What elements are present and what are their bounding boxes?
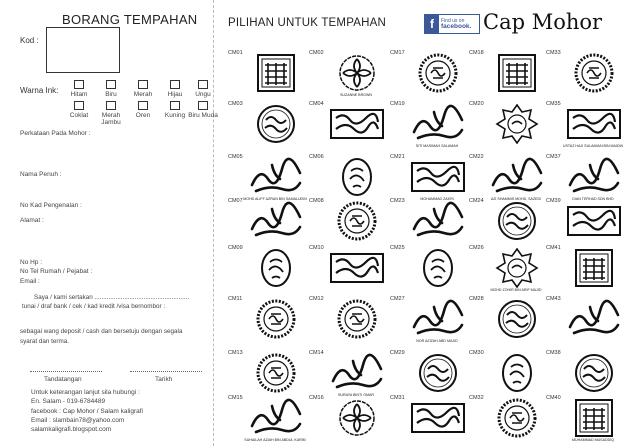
stamp-code: CM33	[546, 50, 561, 56]
vertical-divider	[213, 0, 214, 446]
checkbox-icon[interactable]	[198, 101, 208, 110]
saya-line-4: syarat dan terma.	[20, 338, 69, 345]
stamp-option[interactable]	[309, 50, 391, 102]
checkbox-icon[interactable]	[74, 80, 84, 89]
stamp-circle-icon	[487, 299, 547, 339]
stamp-script-icon	[246, 398, 306, 438]
stamp-option[interactable]	[309, 296, 391, 348]
stamp-code: CM03	[228, 101, 243, 107]
stamp-option[interactable]	[228, 296, 310, 348]
stamp-option[interactable]	[309, 245, 391, 297]
stamp-ring-icon	[327, 299, 387, 339]
facebook-text: Find us on facebook.	[441, 18, 472, 30]
stamp-option[interactable]	[469, 101, 551, 153]
stamp-option[interactable]	[546, 395, 628, 446]
stamp-code: CM27	[390, 296, 405, 302]
stamp-code: CM05	[228, 154, 243, 160]
ink-option-hitam[interactable]: Hitam	[62, 80, 96, 98]
stamp-square-icon	[564, 398, 624, 438]
stamp-code: CM43	[546, 296, 561, 302]
stamp-code: CM26	[469, 245, 484, 251]
stamp-code: CM09	[228, 245, 243, 251]
stamp-caption: SURAYA BINTI OMAR	[337, 393, 374, 397]
stamp-star-icon	[487, 248, 547, 288]
checkbox-icon[interactable]	[74, 101, 84, 110]
stamp-option[interactable]	[390, 50, 472, 102]
stamp-rect-icon	[327, 104, 387, 144]
checkbox-icon[interactable]	[106, 101, 116, 110]
stamp-code: CM04	[309, 101, 324, 107]
kod-input-box[interactable]	[46, 27, 120, 73]
stamp-oval-icon	[246, 248, 306, 288]
checkbox-icon[interactable]	[198, 80, 208, 89]
stamp-option[interactable]	[228, 198, 310, 250]
stamp-script-icon	[327, 353, 387, 393]
stamp-code: CM15	[228, 395, 243, 401]
stamp-caption: USTAZ HAJI SULAIMAN BIN MAIDIN	[562, 144, 624, 148]
stamp-code: CM24	[469, 198, 484, 204]
stamp-rect-icon	[327, 248, 387, 288]
stamp-code: CM14	[309, 350, 324, 356]
stamp-script-icon	[564, 157, 624, 197]
saya-line-2: tunai / draf bank / cek / kad kredit /visa bernombor :	[22, 303, 166, 310]
brand-title: Cap Mohor	[483, 10, 603, 34]
stamp-code: CM40	[546, 395, 561, 401]
facebook-badge[interactable]	[424, 14, 480, 34]
email-label: Email :	[20, 278, 40, 285]
stamp-caption: NOR AZIZAH ABD MAJID	[416, 339, 458, 343]
stamp-circle-icon	[564, 353, 624, 393]
stamp-code: CM01	[228, 50, 243, 56]
ink-option-oren[interactable]: Oren	[126, 101, 160, 119]
checkbox-icon[interactable]	[170, 101, 180, 110]
stamp-option[interactable]	[228, 101, 310, 153]
checkbox-icon[interactable]	[138, 101, 148, 110]
stamp-code: CM08	[309, 198, 324, 204]
stamp-ring-icon	[487, 398, 547, 438]
stamp-caption: AZI SHAMMIS MOHD. SAZEDI	[490, 197, 542, 201]
stamp-code: CM20	[469, 101, 484, 107]
stamp-option[interactable]	[228, 395, 310, 446]
stamp-code: CM12	[309, 296, 324, 302]
stamp-script-icon	[408, 104, 468, 144]
stamp-rect-icon	[564, 104, 624, 144]
checkbox-icon[interactable]	[138, 80, 148, 89]
stamp-rect-icon	[564, 201, 624, 241]
stamp-option[interactable]	[390, 198, 472, 250]
ink-option-kuning[interactable]: Kuning	[158, 101, 192, 119]
nama-label: Nama Penuh :	[20, 171, 62, 178]
saya-line-3: sebagai wang deposit / cash dan bersetuju dengan segala	[20, 328, 183, 335]
stamp-ring-icon	[327, 201, 387, 241]
contact-line-2: En. Salam - 019-6784489	[31, 398, 106, 405]
stamp-square-icon	[246, 53, 306, 93]
stamp-code: CM18	[469, 50, 484, 56]
stamp-option[interactable]	[469, 296, 551, 348]
perkataan-label: Perkataan Pada Mohor :	[20, 130, 91, 137]
stamp-caption: SUZANNE BROWN	[340, 93, 372, 97]
stamp-option[interactable]	[546, 296, 628, 348]
ink-option-hijau[interactable]: Hijau	[158, 80, 192, 98]
stamp-option[interactable]	[469, 198, 551, 250]
stamp-caption: MOHD ALIFF AZRAN BIN SAMALUDIN	[243, 197, 307, 201]
saya-line-1: Saya / kami sertakan ......................................................	[34, 294, 190, 301]
stamp-oval-icon	[408, 248, 468, 288]
stamp-star-icon	[487, 104, 547, 144]
stamp-option[interactable]	[390, 245, 472, 297]
ink-option-biru-muda[interactable]: Biru Muda	[186, 101, 220, 119]
stamp-code: CM28	[469, 296, 484, 302]
stamp-script-icon	[408, 201, 468, 241]
stamp-code: CM22	[469, 154, 484, 160]
stamp-code: CM02	[309, 50, 324, 56]
stamp-option[interactable]	[309, 198, 391, 250]
kod-label: Kod :	[20, 36, 39, 45]
stamp-option[interactable]	[546, 101, 628, 153]
stamp-caption: DIAN TERHAD SDN BHD	[572, 197, 614, 201]
stamp-option[interactable]	[469, 245, 551, 297]
nohp-label: No Hp :	[20, 259, 43, 266]
stamp-option[interactable]	[390, 296, 472, 348]
stamp-caption: SUHAILAH AZIAH BIN ABDUL KARIM	[244, 438, 306, 442]
stamp-ring-icon	[246, 299, 306, 339]
pilihan-title: PILIHAN UNTUK TEMPAHAN	[228, 17, 386, 29]
contact-line-1: Untuk keterangan lanjut sila hubungi :	[31, 389, 140, 396]
stamp-rect-icon	[408, 398, 468, 438]
stamp-code: CM25	[390, 245, 405, 251]
tarikh-label: Tarikh	[155, 376, 173, 383]
stamp-code: CM35	[546, 101, 561, 107]
stamp-ring-icon	[564, 53, 624, 93]
stamp-code: CM41	[546, 245, 561, 251]
stamp-code: CM06	[309, 154, 324, 160]
checkbox-icon[interactable]	[106, 80, 116, 89]
contact-line-4: Email : slambain78@yahoo.com	[31, 417, 125, 424]
signature-line	[30, 371, 102, 372]
contact-line-3: facebook : Cap Mohor / Salam kaligrafi	[31, 408, 143, 415]
stamp-circle-icon	[246, 104, 306, 144]
stamp-flower-icon	[327, 53, 387, 93]
stamp-ring-icon	[246, 353, 306, 393]
stamp-caption: MOHAMMAD ZAKRI	[420, 197, 454, 201]
stamp-script-icon	[408, 299, 468, 339]
stamp-square-icon	[487, 53, 547, 93]
ink-option-biru[interactable]: Biru	[94, 80, 128, 98]
warna-ink-label: Warna Ink:	[20, 86, 59, 95]
stamp-code: CM32	[469, 395, 484, 401]
stamp-option[interactable]	[546, 50, 628, 102]
stamp-circle-icon	[408, 353, 468, 393]
stamp-code: CM39	[546, 198, 561, 204]
stamp-square-icon	[564, 248, 624, 288]
stamp-code: CM19	[390, 101, 405, 107]
stamp-option[interactable]	[469, 50, 551, 102]
stamp-code: CM11	[228, 296, 243, 302]
stamp-caption: MOHD ZOHIR BIN ARIF MAJID	[490, 288, 542, 292]
stamp-option[interactable]	[228, 245, 310, 297]
stamp-code: CM31	[390, 395, 405, 401]
stamp-code: CM29	[390, 350, 405, 356]
facebook-icon: f	[425, 15, 439, 33]
stamp-option[interactable]	[390, 101, 472, 153]
form-title: BORANG TEMPAHAN	[62, 12, 198, 27]
stamp-option[interactable]	[546, 245, 628, 297]
stamp-script-icon	[246, 157, 306, 197]
stamp-option[interactable]	[469, 395, 551, 446]
stamp-ring-icon	[408, 53, 468, 93]
stamp-code: CM07	[228, 198, 243, 204]
tandatangan-label: Tandatangan	[44, 376, 82, 383]
stamp-code: CM23	[390, 198, 405, 204]
ink-option-merah[interactable]: Merah	[126, 80, 160, 98]
stamp-code: CM16	[309, 395, 324, 401]
stamp-oval-icon	[487, 353, 547, 393]
stamp-circle-icon	[487, 201, 547, 241]
notel-label: No Tel Rumah / Pejabat :	[20, 268, 93, 275]
contact-line-5: salamkaligrafi.blogspot.com	[31, 426, 112, 433]
stamp-option[interactable]	[309, 101, 391, 153]
stamp-code: CM21	[390, 154, 405, 160]
stamp-code: CM10	[309, 245, 324, 251]
stamp-code: CM37	[546, 154, 561, 160]
date-line	[130, 371, 202, 372]
ink-option-coklat[interactable]: Coklat	[62, 101, 96, 119]
nokad-label: No Kad Pengenalan :	[20, 202, 82, 209]
stamp-code: CM17	[390, 50, 405, 56]
stamp-option[interactable]	[390, 395, 472, 446]
stamp-caption: MUHAMMAD MUSADDIQ	[572, 438, 614, 442]
stamp-caption: SITI MASIMAH SALAMAH	[415, 144, 459, 148]
checkbox-icon[interactable]	[170, 80, 180, 89]
stamp-flower-icon	[327, 398, 387, 438]
stamp-code: CM30	[469, 350, 484, 356]
stamp-oval-icon	[327, 157, 387, 197]
stamp-script-icon	[564, 299, 624, 339]
stamp-option[interactable]	[309, 395, 391, 446]
stamp-option[interactable]	[228, 50, 310, 102]
ink-option-ungu[interactable]: Ungu	[186, 80, 220, 98]
alamat-label: Alamat :	[20, 217, 44, 224]
stamp-option[interactable]	[546, 198, 628, 250]
stamp-code: CM13	[228, 350, 243, 356]
stamp-script-icon	[487, 157, 547, 197]
stamp-rect-icon	[408, 157, 468, 197]
stamp-script-icon	[246, 201, 306, 241]
ink-option-merah-jambu[interactable]: Merah Jambu	[94, 101, 128, 126]
stamp-code: CM38	[546, 350, 561, 356]
